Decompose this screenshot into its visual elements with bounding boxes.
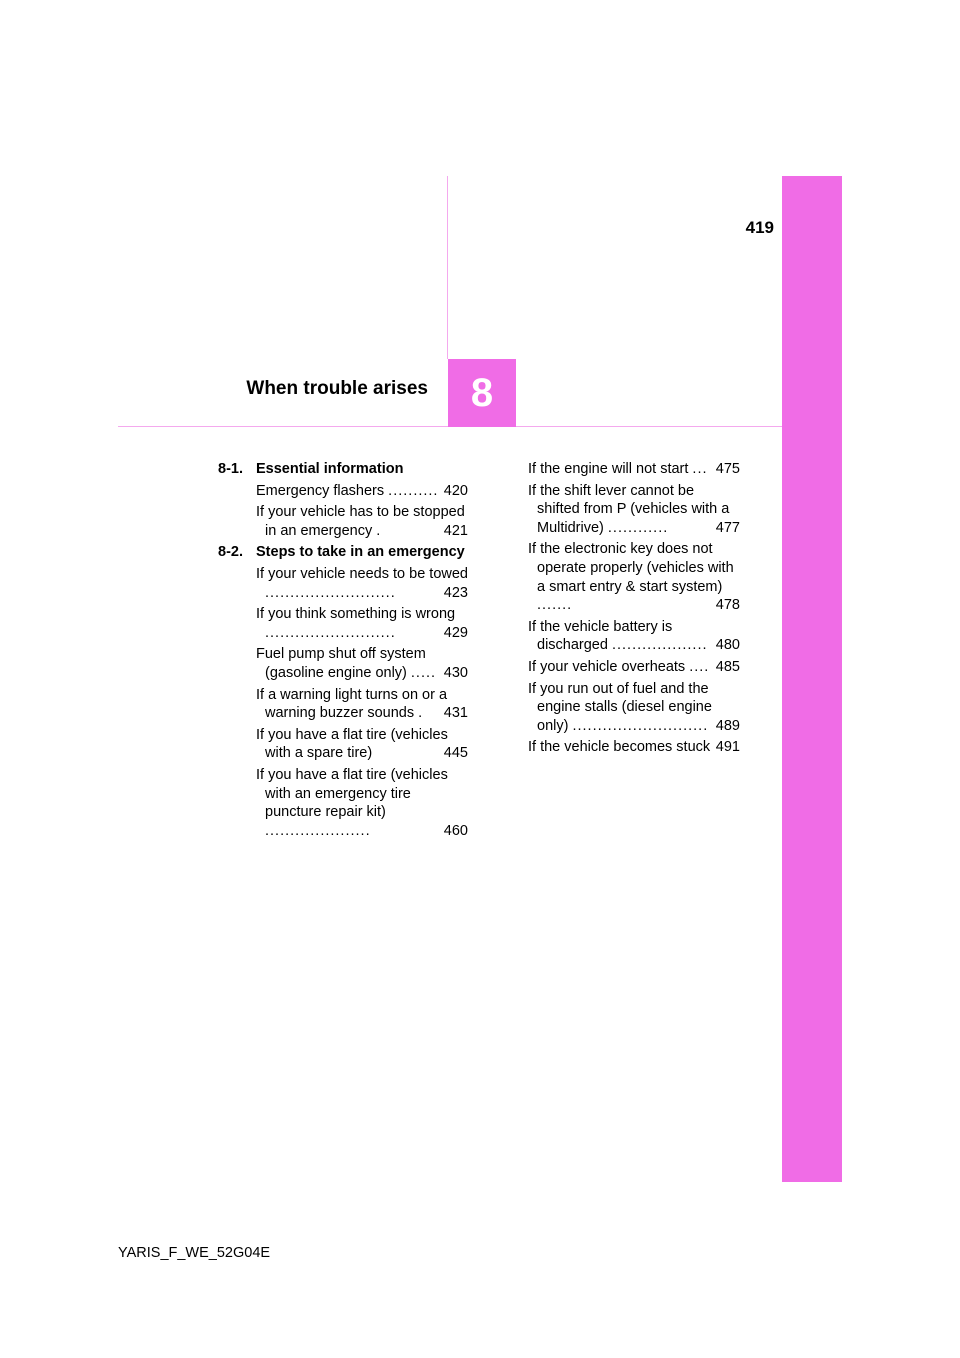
toc-entry-text: If your vehicle overheats xyxy=(528,658,690,675)
section-title: Essential information xyxy=(256,461,404,477)
toc-entry-text: If you have a flat tire (vehicles with an emergency tire puncture repair kit) xyxy=(256,766,448,821)
toc-entry[interactable] xyxy=(256,565,468,602)
toc-entry[interactable] xyxy=(528,482,740,538)
toc-left-column xyxy=(218,460,468,843)
toc-entry[interactable] xyxy=(528,540,740,614)
toc-entry-text: If the engine will not start xyxy=(528,461,693,477)
toc-entry-page: 423 xyxy=(443,584,468,601)
toc-entry-text: If you think something is wrong xyxy=(256,606,456,623)
toc-entry[interactable] xyxy=(528,618,740,655)
dot-leader: .... xyxy=(689,658,710,675)
toc-entry-text: If the vehicle becomes stuck xyxy=(528,739,711,756)
chapter-title: When trouble arises xyxy=(246,378,428,399)
toc-entry[interactable] xyxy=(256,686,468,723)
dot-leader: ........................... xyxy=(572,717,709,734)
dot-leader: . xyxy=(376,522,382,539)
dot-leader: ....... xyxy=(537,597,573,614)
toc-entry-text: If your vehicle needs to be towed xyxy=(256,565,468,582)
toc-entry-page: 480 xyxy=(715,637,740,654)
toc-entry-page: 485 xyxy=(715,658,740,675)
dot-leader: ..................... xyxy=(265,822,371,839)
page-number: 419 xyxy=(745,218,774,237)
toc-entry-text: If your vehicle has to be stopped in an emergency xyxy=(256,504,465,539)
toc-entry-page: 445 xyxy=(443,745,468,762)
section-heading-8-1 xyxy=(218,460,468,479)
chapter-number: 8 xyxy=(470,370,494,415)
toc-entry[interactable] xyxy=(256,503,468,540)
dot-leader: ................... xyxy=(611,637,708,654)
toc-entry-page: 491 xyxy=(715,739,740,756)
toc-entry[interactable] xyxy=(528,738,740,757)
toc-entry-text: If you have a flat tire (vehicles with a spare tire) xyxy=(256,726,448,762)
toc-right-column xyxy=(528,460,740,760)
toc-entry-page: 477 xyxy=(715,519,740,536)
dot-leader: .......................... xyxy=(265,584,396,601)
toc-entry-page: 429 xyxy=(443,624,468,641)
toc-entry-page: 421 xyxy=(443,522,468,539)
dot-leader: ..... xyxy=(410,664,437,681)
toc-entry-page: 475 xyxy=(715,461,740,477)
toc-entry[interactable] xyxy=(528,658,740,677)
dot-leader: .......... xyxy=(388,482,439,499)
toc-entry[interactable] xyxy=(528,460,740,479)
section-number: 8-1. xyxy=(218,461,243,477)
toc-entry[interactable] xyxy=(256,766,468,840)
vertical-rule xyxy=(447,176,448,359)
chapter-number-box xyxy=(448,359,516,427)
toc-entry-page: 460 xyxy=(443,822,468,839)
dot-leader: . xyxy=(418,705,424,722)
toc-entry-page: 430 xyxy=(443,664,468,681)
dot-leader: ............ xyxy=(607,519,669,536)
toc-entry[interactable] xyxy=(256,605,468,642)
toc-entry[interactable] xyxy=(256,645,468,682)
toc-entry-page: 431 xyxy=(443,705,468,722)
toc-entry-page: 420 xyxy=(443,482,468,499)
dot-leader: .......................... xyxy=(265,624,396,641)
chapter-side-tab xyxy=(782,176,842,1182)
section-heading-8-2 xyxy=(218,543,468,562)
toc-entry-text: If you run out of fuel and the engine stalls (diesel engine only) xyxy=(528,680,712,734)
section-number: 8-2. xyxy=(218,544,243,561)
dot-leader: ... xyxy=(692,461,708,477)
toc-entry-text: Fuel pump shut off system (gasoline engine only) xyxy=(256,646,426,681)
toc-entry-text: If a warning light turns on or a warning buzzer sounds xyxy=(256,686,448,722)
section-title: Steps to take in an emergency xyxy=(256,544,465,561)
toc-entry-text: If the shift lever cannot be shifted from P (vehicles with a Multidrive) xyxy=(528,482,730,536)
toc-entry-page: 478 xyxy=(715,597,740,614)
toc-entry-text: If the electronic key does not operate properly (vehicles with a smart entry & start system) xyxy=(528,541,734,595)
document-code-footer: YARIS_F_WE_52G04E xyxy=(118,1245,271,1261)
toc-entry[interactable] xyxy=(256,726,468,763)
toc-entry-page: 489 xyxy=(715,717,740,734)
toc-entry[interactable] xyxy=(256,482,468,501)
toc-entry[interactable] xyxy=(528,680,740,736)
toc-entry-text: If the vehicle battery is discharged xyxy=(528,618,673,654)
toc-entry-text: Emergency flashers xyxy=(256,482,389,499)
